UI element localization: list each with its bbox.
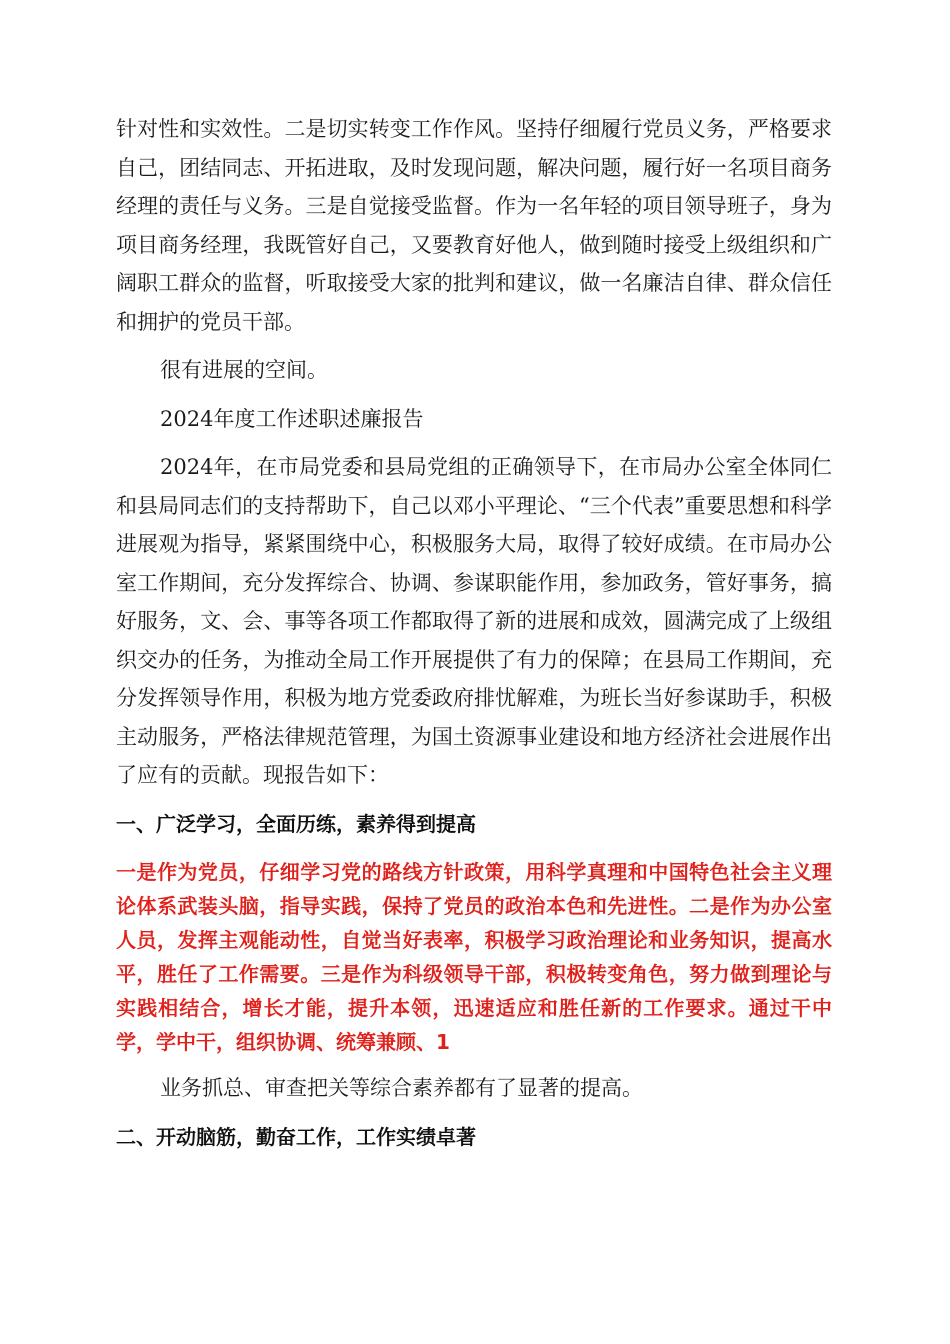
report-title: 2024年度工作述职述廉报告 <box>160 406 424 431</box>
document-body <box>116 110 832 1156</box>
section-heading-1: 一、广泛学习，全面历练，素养得到提高 <box>116 811 476 836</box>
paragraph-continued: 业务抓总、审查把关等综合素养都有了显著的提高。 <box>160 1076 643 1100</box>
paragraph-continuation: 针对性和实效性。二是切实转变工作作风。坚持仔细履行党员义务，严格要求自己，团结同志、开拓进取，及时发现问题，解决问题，履行好一名项目商务经理的责任与义务。三是自觉接受监督。作为一名年轻的项目领导班子，身为项目商务经理，我既管好自己，又要教育好他人，做到随时接受上级组织和广阔职工群众的监督，听取接受大家的批判和建议，做一名廉洁自律、群众信任和拥护的党员干部。 <box>116 117 832 334</box>
highlighted-paragraph: 一是作为党员，仔细学习党的路线方针政策，用科学真理和中国特色社会主义理论体系武装头脑，指导实践，保持了党员的政治本色和先进性。二是作为办公室人员，发挥主观能动性，自觉当好表率，积极学习政治理论和业务知识，提高水平，胜任了工作需要。三是作为科级领导干部，积极转变角色，努力做到理论与实践相结合，增长才能，提升本领，迅速适应和胜任新的工作要求。通过干中学，学中干，组织协调、统筹兼顾、1 <box>116 860 832 1054</box>
section-heading-2: 二、开动脑筋，勤奋工作，工作实绩卓著 <box>116 1124 476 1149</box>
paragraph-short-note: 很有进展的空间。 <box>160 358 328 382</box>
paragraph-intro: 2024年，在市局党委和县局党组的正确领导下，在市局办公室全体同仁和县局同志们的支持帮助下，自己以邓小平理论、“三个代表”重要思想和科学进展观为指导，紧紧围绕中心，积极服务大局，取得了较好成绩。在市局办公室工作期间，充分发挥综合、协调、参谋职能作用，参加政务，管好事务，搞好服务，文、会、事等各项工作都取得了新的进展和成效，圆满完成了上级组织交办的任务，为推动全局工作开展提供了有力的保障；在县局工作期间，充分发挥领导作用，积极为地方党委政府排忧解难，为班长当好参谋助手，积极主动服务，严格法律规范管理，为国土资源事业建设和地方经济社会进展作出了应有的贡献。现报告如下： <box>116 455 832 787</box>
